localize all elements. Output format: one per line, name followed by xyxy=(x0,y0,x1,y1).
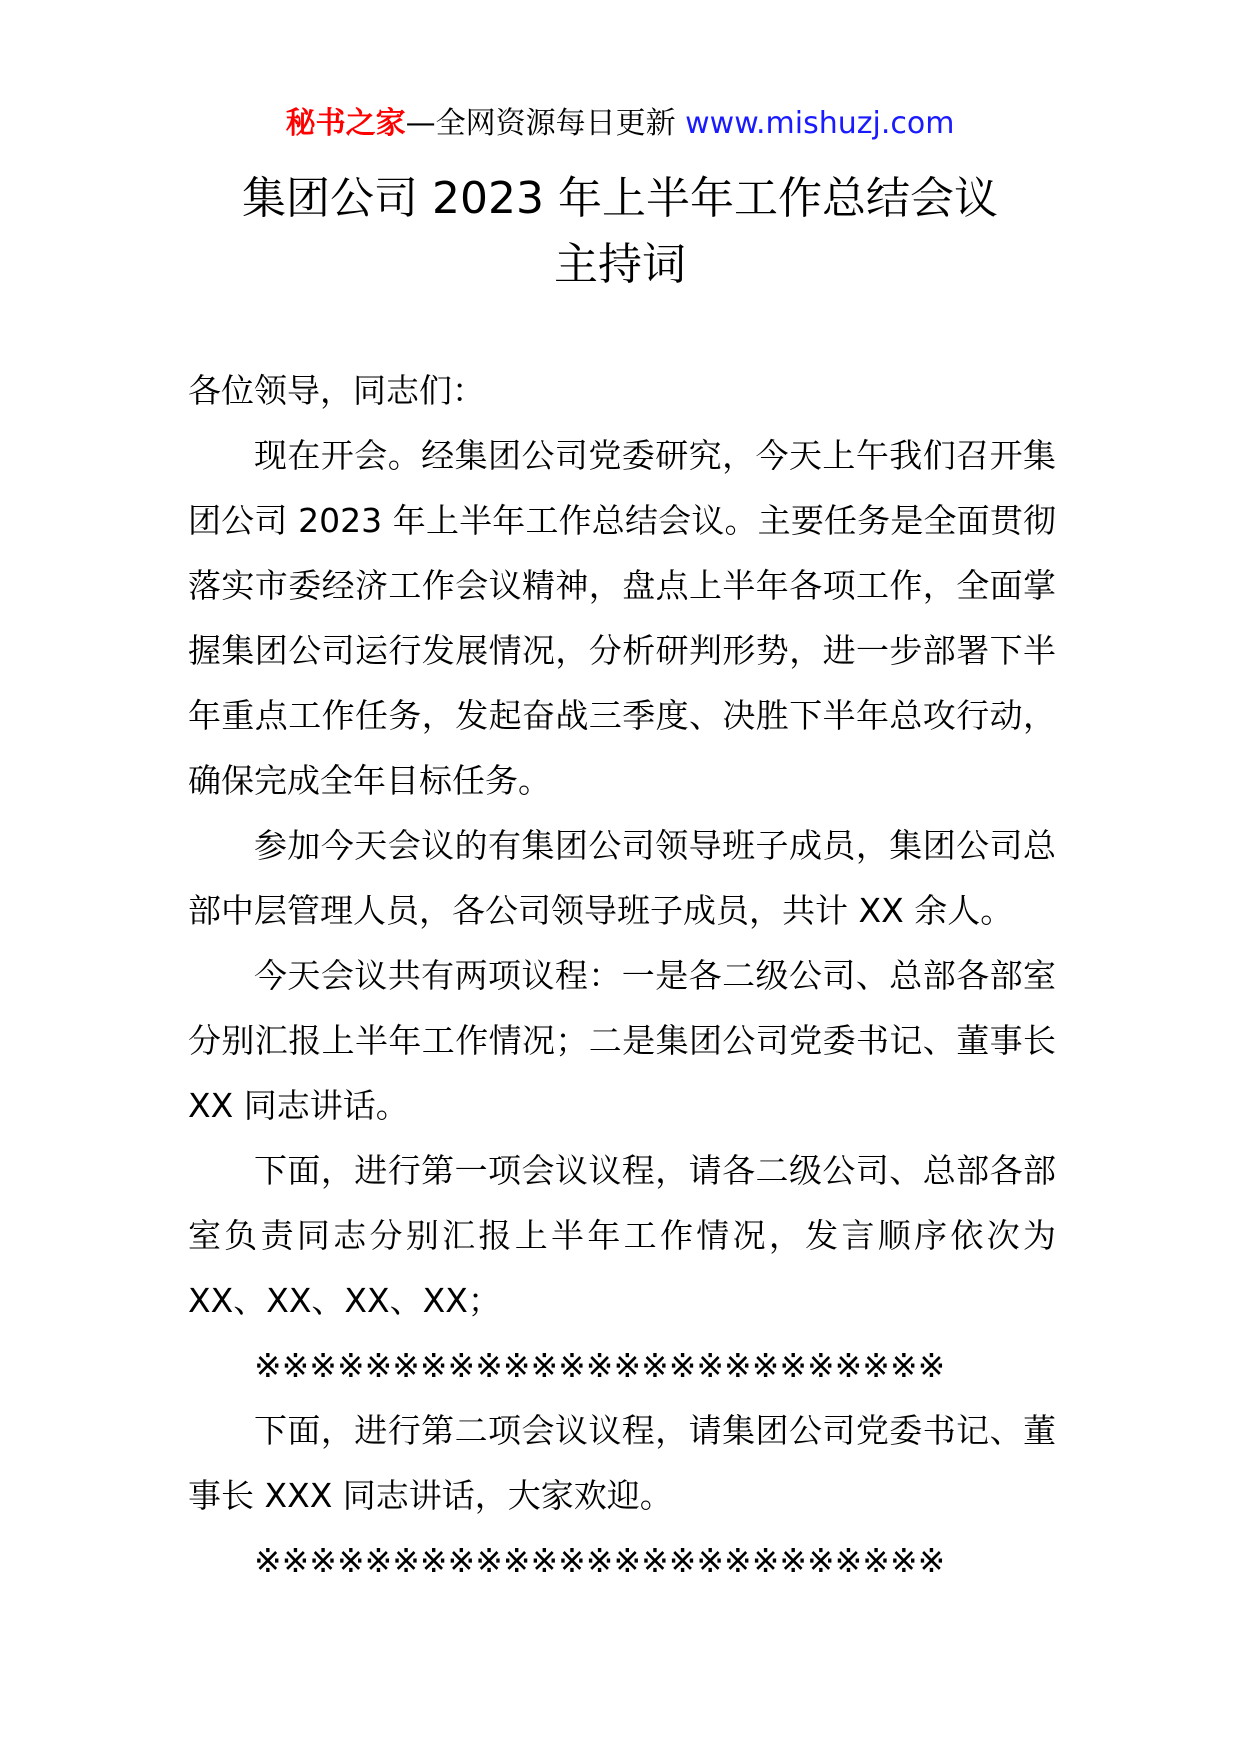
salutation: 各位领导，同志们： xyxy=(188,371,485,410)
separator-stars-2: ※※※※※※※※※※※※※※※※※※※※※※※※※ xyxy=(254,1541,946,1580)
separator-stars-1: ※※※※※※※※※※※※※※※※※※※※※※※※※ xyxy=(254,1346,946,1385)
site-header xyxy=(0,102,1240,146)
document-body xyxy=(188,358,1056,1593)
paragraph-agenda: 今天会议共有两项议程：一是各二级公司、总部各部室分别汇报上半年工作情况；二是集团公司党委书记、董事长 XX 同志讲话。 xyxy=(188,956,1056,1125)
title-line-1: 集团公司 2023 年上半年工作总结会议 xyxy=(242,173,998,224)
paragraph-opening: 现在开会。经集团公司党委研究，今天上午我们召开集团公司 2023 年上半年工作总结会议。主要任务是全面贯彻落实市委经济工作会议精神，盘点上半年各项工作，全面掌握集团公司运行发展情况，分析研判形势，进一步部署下半年重点工作任务，发起奋战三季度、决胜下半年总攻行动，确保完成全年目标任务。 xyxy=(188,436,1056,800)
title-line-2: 主持词 xyxy=(554,239,686,290)
site-url[interactable]: www.mishuzj.com xyxy=(685,106,955,141)
brand-name: 秘书之家 xyxy=(285,106,406,141)
document-title xyxy=(0,166,1240,298)
paragraph-agenda-item-1: 下面，进行第一项会议议程，请各二级公司、总部各部室负责同志分别汇报上半年工作情况，发言顺序依次为 XX、XX、XX、XX； xyxy=(188,1151,1056,1320)
paragraph-attendees: 参加今天会议的有集团公司领导班子成员，集团公司总部中层管理人员，各公司领导班子成员，共计 XX 余人。 xyxy=(188,826,1056,930)
paragraph-agenda-item-2: 下面，进行第二项会议议程，请集团公司党委书记、董事长 XXX 同志讲话，大家欢迎。 xyxy=(188,1411,1056,1515)
site-tagline: —全网资源每日更新 xyxy=(405,106,676,141)
